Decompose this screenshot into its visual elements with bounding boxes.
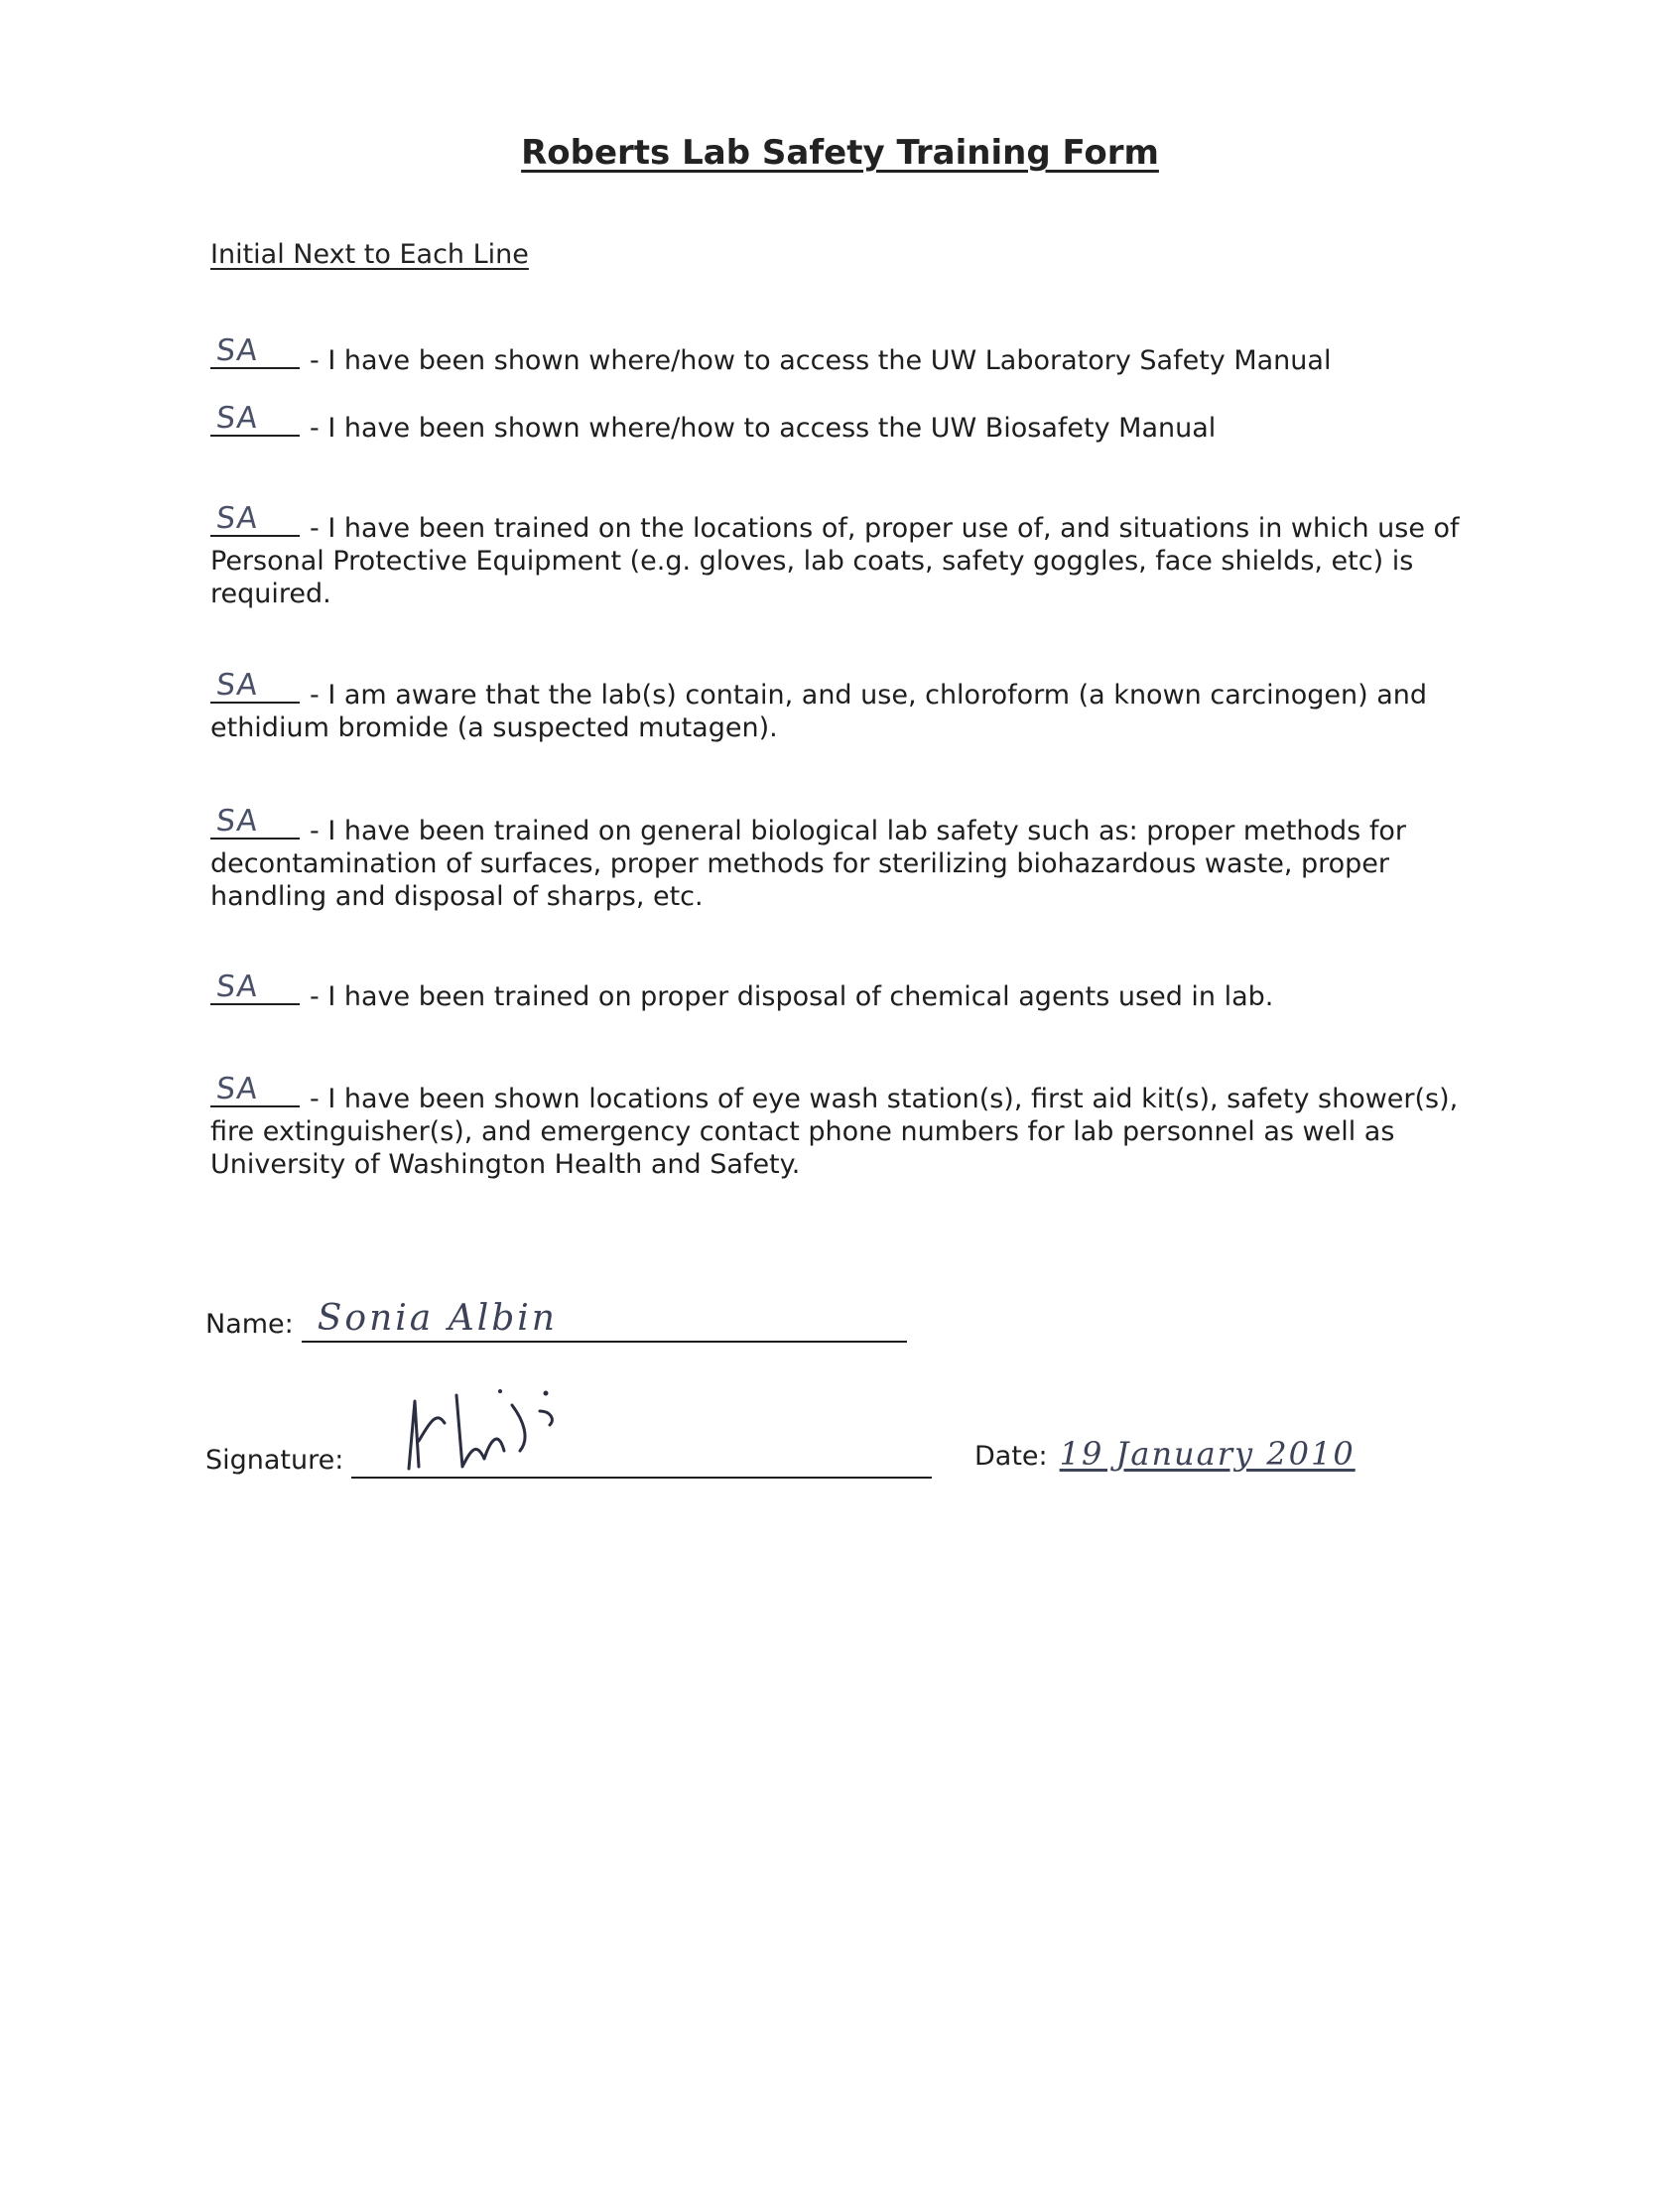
form-title: Roberts Lab Safety Training Form: [521, 133, 1159, 173]
initials-field[interactable]: [210, 501, 300, 537]
signature-label: Signature:: [205, 1445, 344, 1476]
instruction-text: Initial Next to Each Line: [210, 239, 529, 270]
initials-field[interactable]: [210, 970, 300, 1005]
handwritten-signature: [401, 1381, 599, 1481]
handwritten-initials: SA: [214, 668, 260, 703]
checklist-item: [210, 1072, 1471, 1181]
initials-field[interactable]: [210, 333, 300, 369]
item-text: - I have been shown where/how to access the UW Biosafety Manual: [310, 413, 1217, 444]
checklist-item: [210, 501, 1471, 610]
handwritten-initials: SA: [214, 1072, 260, 1106]
name-label: Name:: [205, 1309, 294, 1340]
initials-field[interactable]: [210, 668, 300, 704]
checklist-item: [210, 970, 1471, 1013]
checklist-item: [210, 804, 1471, 913]
handwritten-initials: SA: [214, 333, 260, 368]
signature-row: [205, 1381, 932, 1479]
checklist-item: [210, 668, 1471, 744]
item-text: - I have been trained on proper disposal of chemical agents used in lab.: [310, 981, 1274, 1012]
date-label: Date:: [974, 1441, 1048, 1472]
name-row: [205, 1295, 907, 1343]
initials-field[interactable]: [210, 1072, 300, 1107]
handwritten-name: Sonia Albin: [317, 1298, 558, 1339]
date-field[interactable]: [1056, 1429, 1356, 1475]
handwritten-initials: SA: [214, 501, 260, 536]
item-text: - I have been shown locations of eye wash station(s), first aid kit(s), safety shower(s), fire extinguisher(s), and emergency contact phone numbers for lab personnel as well as University of Washington Health and Safety.: [210, 1084, 1459, 1180]
handwritten-initials: SA: [214, 401, 260, 436]
checklist-item: [210, 333, 1471, 377]
initials-field[interactable]: [210, 804, 300, 840]
initials-field[interactable]: [210, 401, 300, 437]
item-text: - I have been trained on the locations of, proper use of, and situations in which use of Personal Protective Equipment (e.g. gloves, lab coats, safety goggles, face shields, etc) is required.: [210, 513, 1460, 609]
handwritten-initials: SA: [214, 970, 260, 1004]
handwritten-initials: SA: [214, 804, 260, 839]
item-text: - I am aware that the lab(s) contain, and use, chloroform (a known carcinogen) and ethidium bromide (a suspected mutagen).: [210, 680, 1427, 743]
handwritten-date: 19 January 2010: [1059, 1435, 1356, 1473]
name-field[interactable]: [302, 1295, 907, 1343]
checklist-item: [210, 401, 1471, 445]
date-row: [974, 1429, 1356, 1475]
item-text: - I have been shown where/how to access the UW Laboratory Safety Manual: [310, 345, 1332, 376]
signature-field[interactable]: [351, 1381, 932, 1479]
item-text: - I have been trained on general biological lab safety such as: proper methods for decontamination of surfaces, proper methods for sterilizing biohazardous waste, proper handling and disposal of sharps, etc.: [210, 816, 1406, 912]
